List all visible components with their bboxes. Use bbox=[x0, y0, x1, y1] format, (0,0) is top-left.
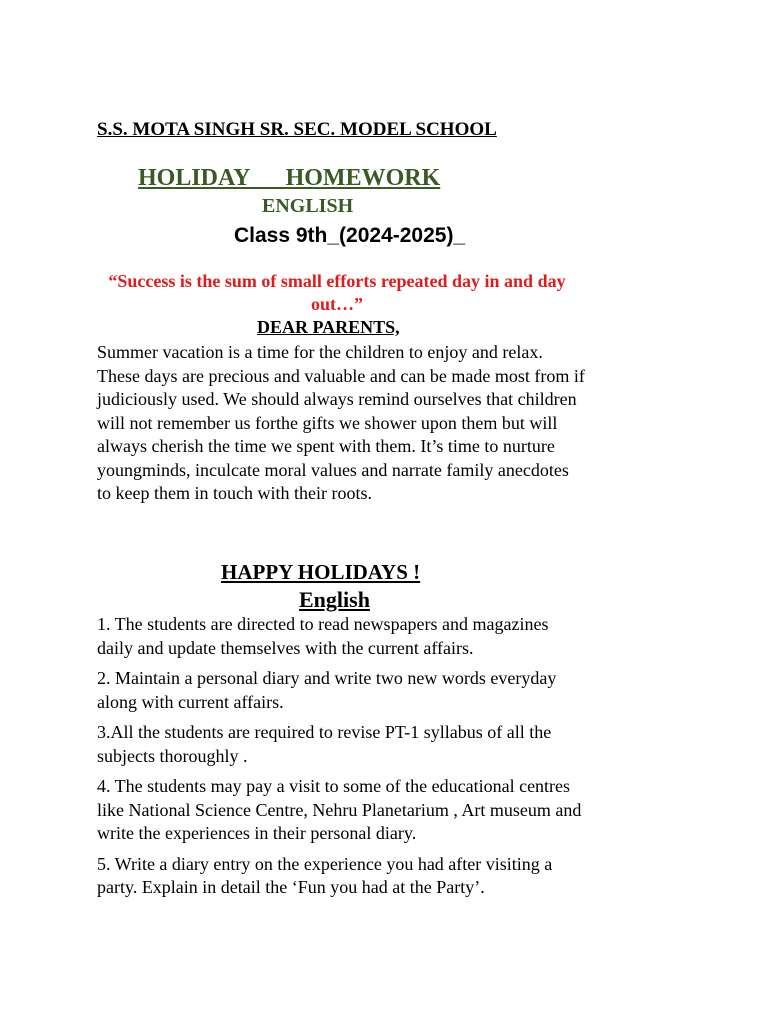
class-line: Class 9th_(2024-2025)_ bbox=[234, 224, 466, 247]
task-item: 5. Write a diary entry on the experience you had after visiting a party. Explain in detail the ‘Fun you had at the Party’. bbox=[97, 853, 553, 897]
task-item: 4. The students may pay a visit to some of the educational centres like National Science Centre, Nehru Planetarium , Art museum and write the experiences in their personal diary. bbox=[97, 776, 582, 843]
happy-holidays-heading: HAPPY HOLIDAYS ! bbox=[221, 560, 421, 584]
task-list bbox=[97, 613, 587, 907]
parents-message: Summer vacation is a time for the children to enjoy and relax. These days are precious and valuable and can be made most from if judiciously used. We should always remind ourselves that children will not remember us forthe gifts we shower upon them but will always cherish the time we spent with them. It’s time to nurture youngminds, inculcate moral values and narrate family anecdotes to keep them in touch with their roots. bbox=[97, 342, 585, 503]
greeting: DEAR PARENTS, bbox=[257, 317, 400, 337]
task-item: 1. The students are directed to read newspapers and magazines daily and update themselves with the current affairs. bbox=[97, 614, 549, 658]
task-item: 3.All the students are required to revise PT-1 syllabus of all the subjects thoroughly . bbox=[97, 722, 552, 766]
task-item: 2. Maintain a personal diary and write two new words everyday along with current affairs. bbox=[97, 668, 557, 712]
subject-heading: ENGLISH bbox=[262, 195, 354, 217]
motivational-quote: “Success is the sum of small efforts repeated day in and day out…” bbox=[108, 271, 566, 314]
section-title: English bbox=[299, 587, 370, 612]
homework-title: HOLIDAY HOMEWORK bbox=[138, 165, 441, 191]
school-name: S.S. MOTA SINGH SR. SEC. MODEL SCHOOL bbox=[97, 119, 497, 140]
